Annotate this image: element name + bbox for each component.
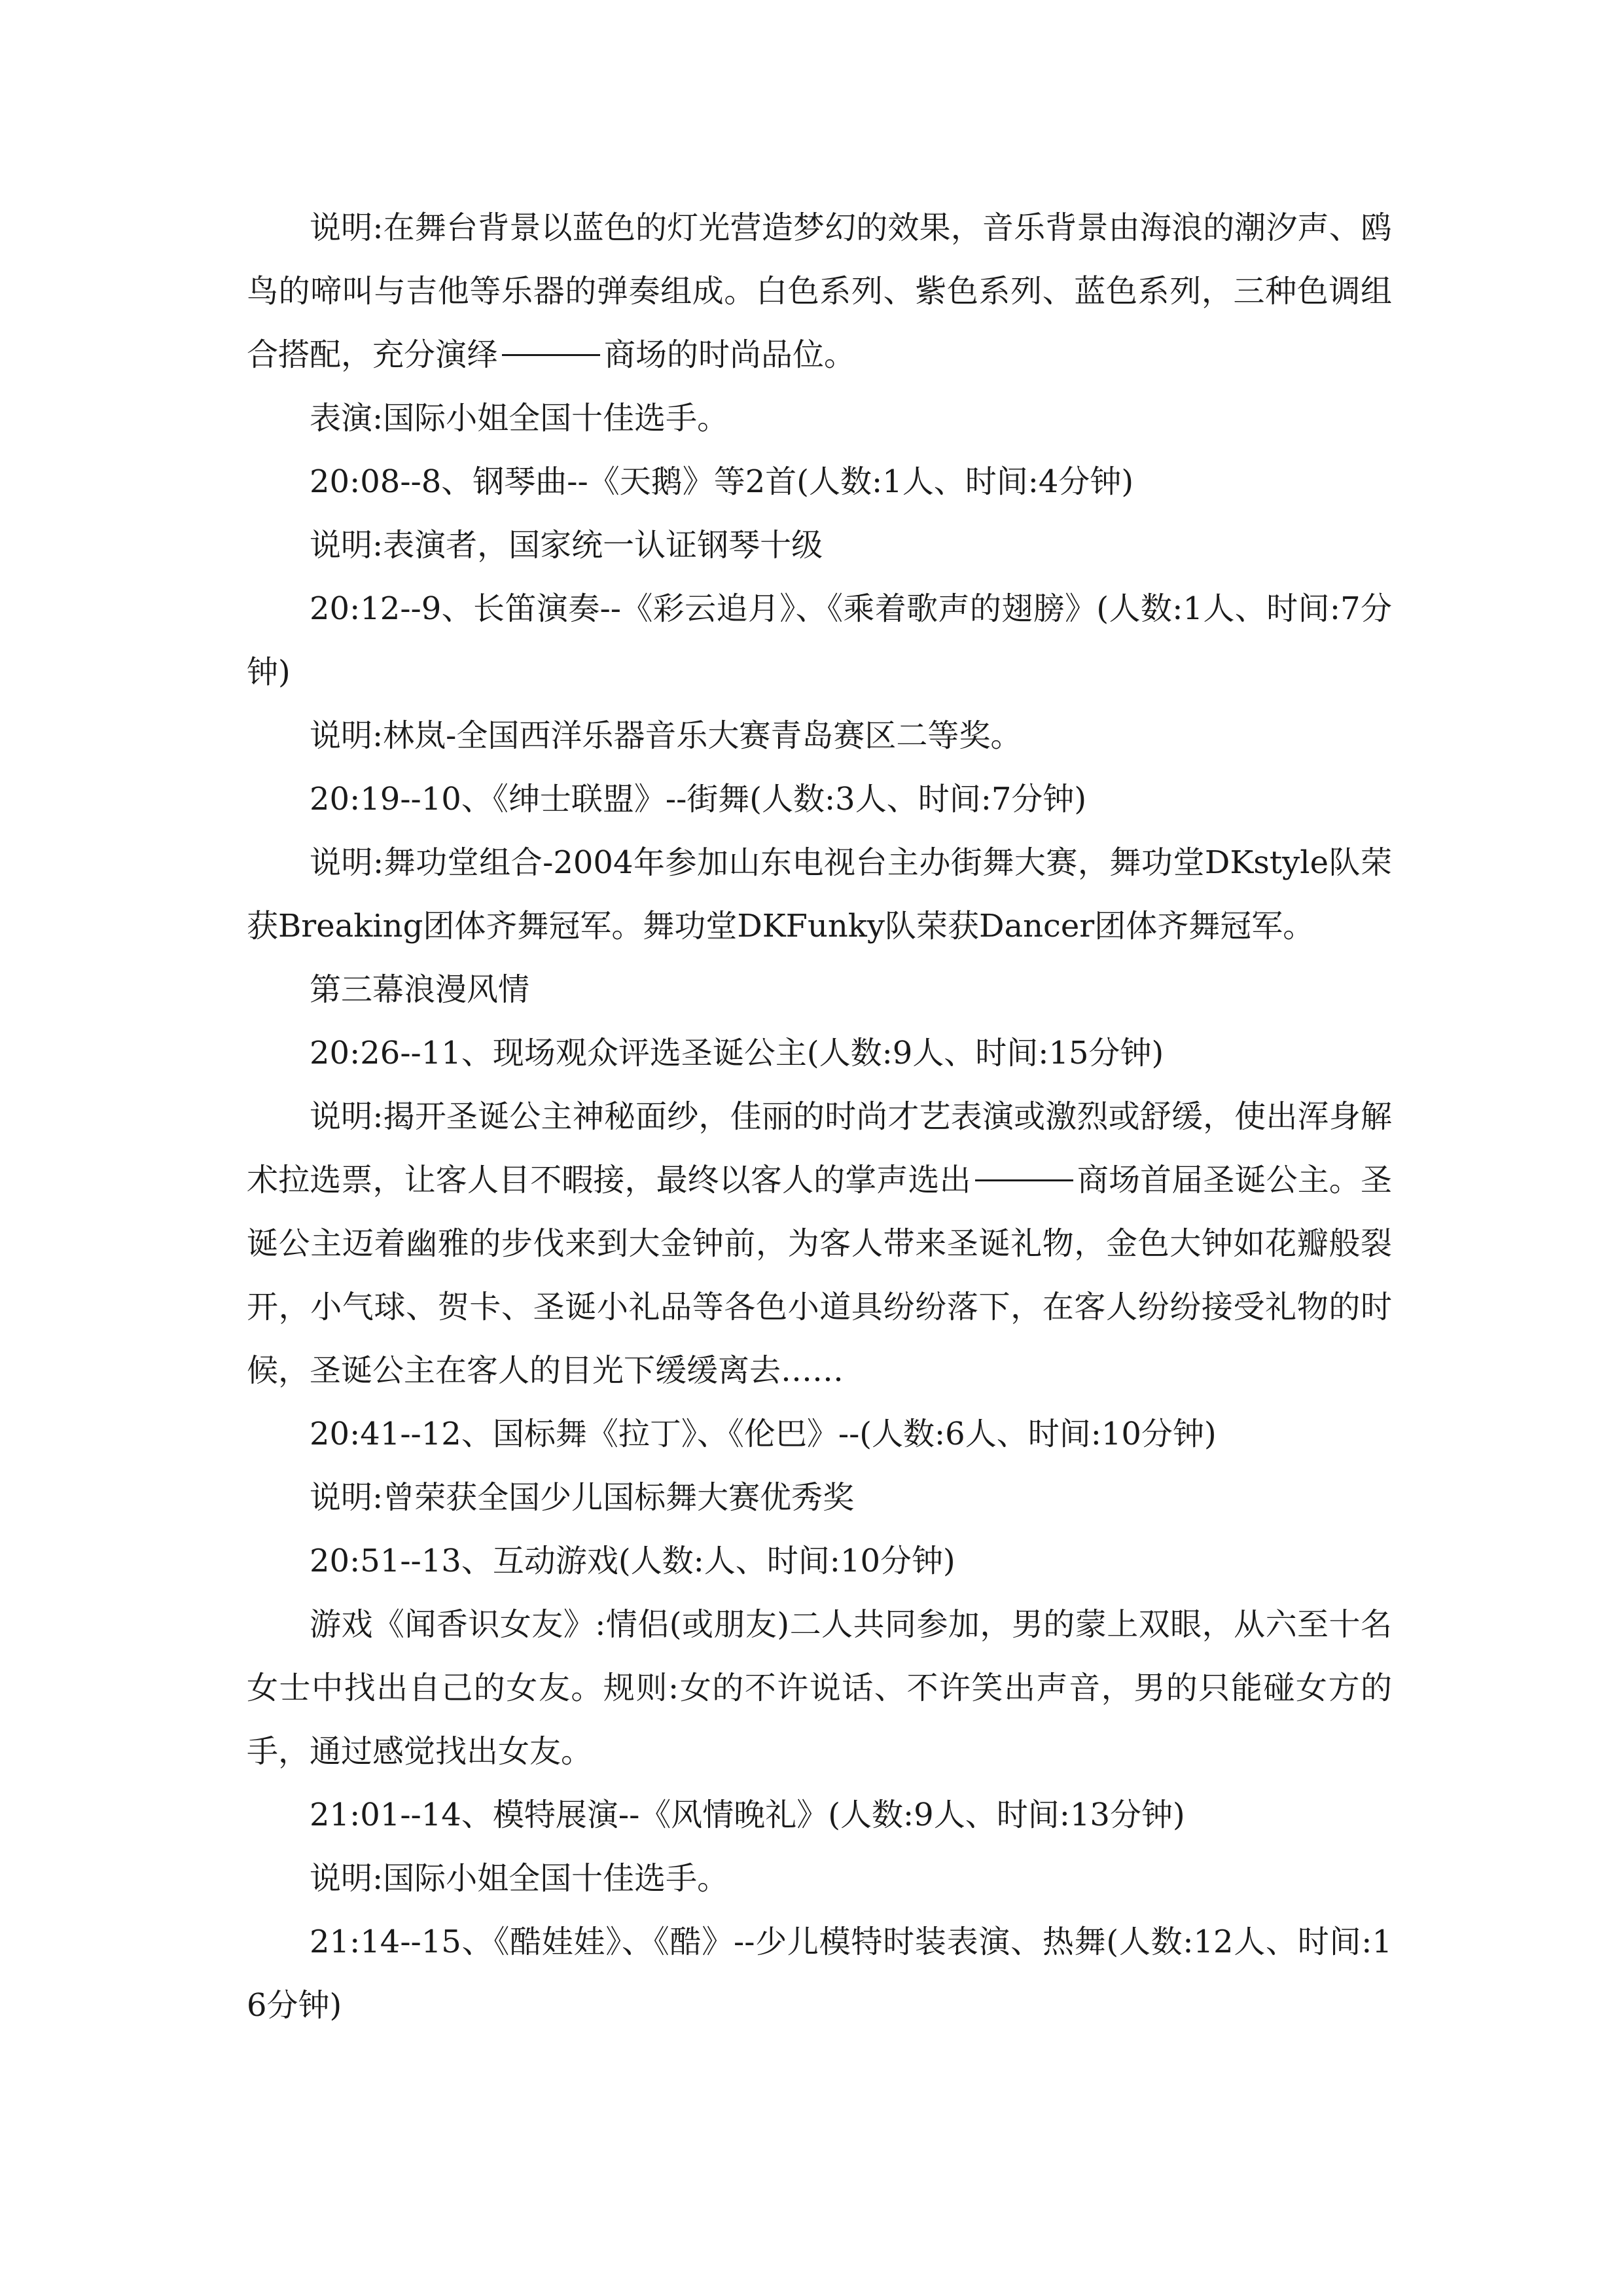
- text-segment: 20:19--10、《绅士联盟》--街舞(人数:3人、时间:7分钟): [310, 781, 1087, 817]
- text-segment: 表演:国际小姐全国十佳选手。: [310, 400, 729, 437]
- program-note-12: [247, 1466, 1392, 1530]
- program-item-8: [247, 450, 1392, 514]
- text-segment: 说明:表演者，国家统一认证钢琴十级: [310, 527, 823, 564]
- blank-underline: [975, 1179, 1073, 1181]
- text-segment: 说明:林岚-全国西洋乐器音乐大赛青岛赛区二等奖。: [310, 717, 1022, 754]
- program-item-12: [247, 1403, 1392, 1466]
- program-item-10: [247, 768, 1392, 831]
- blank-underline: [502, 353, 600, 356]
- program-note-13: [247, 1593, 1392, 1784]
- text-segment: 21:14--15、《酷娃娃》、《酷》--少儿模特时装表演、热舞(人数:12人、时间:16分钟): [247, 1924, 1392, 2024]
- text-segment: 说明:曾荣获全国少儿国标舞大赛优秀奖: [310, 1479, 855, 1516]
- text-segment: 说明:舞功堂组合-2004年参加山东电视台主办街舞大赛，舞功堂DKstyle队荣获Breaking团体齐舞冠军。舞功堂DKFunky队荣获Dancer团体齐舞冠军。: [247, 844, 1392, 944]
- program-item-14: [247, 1784, 1392, 1847]
- program-item-13: [247, 1530, 1392, 1593]
- program-item-15: [247, 1910, 1392, 2037]
- program-note-14: [247, 1847, 1392, 1910]
- program-note-10: [247, 831, 1392, 958]
- program-item-11: [247, 1022, 1392, 1085]
- text-segment: 第三幕浪漫风情: [310, 971, 530, 1008]
- program-item-9: [247, 577, 1392, 704]
- text-segment: 商场的时尚品位。: [604, 336, 856, 373]
- paragraph-performer: [247, 387, 1392, 450]
- document-page: [247, 196, 1392, 2037]
- program-note-11: [247, 1085, 1392, 1403]
- text-segment: 游戏《闻香识女友》:情侣(或朋友)二人共同参加，男的蒙上双眼，从六至十名女士中找出自己的女友。规则:女的不许说话、不许笑出声音，男的只能碰女方的手，通过感觉找出女友。: [247, 1606, 1392, 1770]
- text-segment: 20:51--13、互动游戏(人数:人、时间:10分钟): [310, 1543, 955, 1579]
- text-segment: 20:26--11、现场观众评选圣诞公主(人数:9人、时间:15分钟): [310, 1035, 1164, 1071]
- text-segment: 20:12--9、长笛演奏--《彩云追月》、《乘着歌声的翅膀》(人数:1人、时间:7分钟): [247, 590, 1392, 691]
- text-segment: 说明:国际小姐全国十佳选手。: [310, 1860, 729, 1897]
- text-segment: 21:01--14、模特展演--《风情晚礼》(人数:9人、时间:13分钟): [310, 1797, 1185, 1833]
- act-heading: [247, 958, 1392, 1022]
- text-segment: 20:41--12、国标舞《拉丁》、《伦巴》--(人数:6人、时间:10分钟): [310, 1416, 1217, 1452]
- text-segment: 商场首届圣诞公主。圣诞公主迈着幽雅的步伐来到大金钟前，为客人带来圣诞礼物，金色大钟如花瓣般裂开，小气球、贺卡、圣诞小礼品等各色小道具纷纷落下，在客人纷纷接受礼物的时候，圣诞公主在客人的目光下缓缓离去……: [247, 1162, 1392, 1389]
- paragraph-stage-description: [247, 196, 1392, 387]
- program-note-9: [247, 704, 1392, 768]
- program-note-8: [247, 514, 1392, 577]
- text-segment: 说明:揭开圣诞公主神秘面纱，佳丽的时尚才艺表演或激烈或舒缓，使出浑身解术拉选票，让客人目不暇接，最终以客人的掌声选出: [247, 1098, 1392, 1198]
- text-segment: 说明:在舞台背景以蓝色的灯光营造梦幻的效果，音乐背景由海浪的潮汐声、鸥鸟的啼叫与吉他等乐器的弹奏组成。白色系列、紫色系列、蓝色系列，三种色调组合搭配，充分演绎: [247, 209, 1392, 373]
- text-segment: 20:08--8、钢琴曲--《天鹅》等2首(人数:1人、时间:4分钟): [310, 463, 1134, 500]
